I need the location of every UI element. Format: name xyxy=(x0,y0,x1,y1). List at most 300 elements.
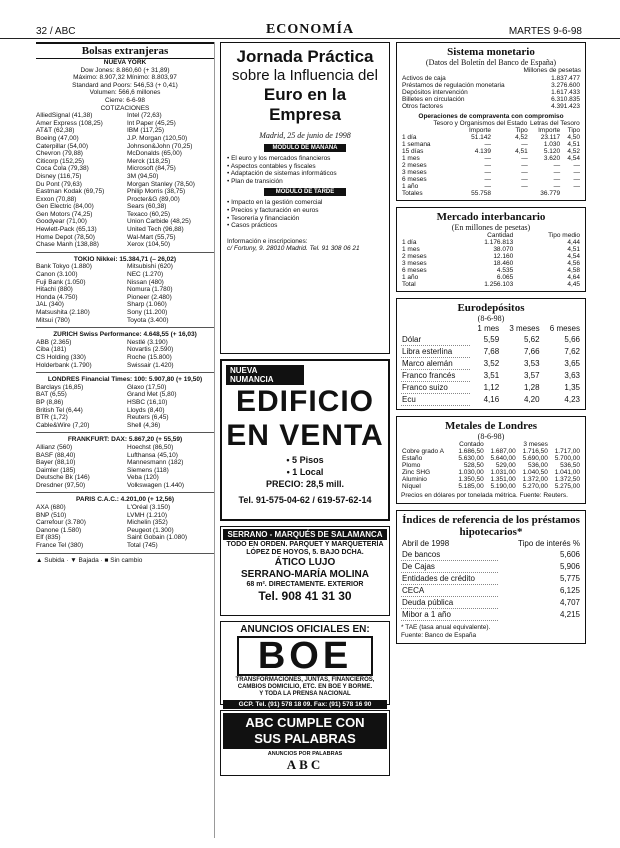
table-cell: 529,00 xyxy=(495,462,516,470)
ny-summary xyxy=(36,67,214,113)
table-cell: 4,45 xyxy=(567,281,580,289)
table-row xyxy=(401,560,581,572)
boe-line-1: TRANSFORMACIONES, JUNTAS, FINANCIEROS, xyxy=(235,677,375,683)
table-cell: 5,62 xyxy=(524,335,540,345)
table-cell: — xyxy=(521,162,528,170)
table-cell: Dólar xyxy=(401,334,470,346)
quote-item: IBM (117,25) xyxy=(127,127,165,135)
paris-heading: PARIS C.A.C.: 4.201,00 (+ 12,56) xyxy=(76,496,174,504)
table-cell: 6,125 xyxy=(559,585,580,595)
table-cell: 1.837.477 xyxy=(551,74,580,82)
table-cell: 1 año xyxy=(402,183,419,191)
quote-item: Home Depot (78,50) xyxy=(36,233,95,241)
abc-ad-headline xyxy=(223,713,387,749)
quote-item: BP (8,86) xyxy=(36,398,64,406)
table-cell: Níquel xyxy=(402,483,421,491)
issue-date: MARTES 9-6-98 xyxy=(508,26,582,37)
table-row xyxy=(401,608,581,620)
table-cell: 1,12 xyxy=(483,383,500,393)
jornada-contact: c/ Fortuny, 9. 28010 Madrid. Tel. 91 308 06 21 xyxy=(227,245,360,253)
metales-table xyxy=(401,441,581,490)
table-cell: 4,58 xyxy=(567,267,580,275)
ads-column xyxy=(220,42,390,838)
table-row xyxy=(401,162,581,169)
boe-line-3: Y TODA LA PRENSA NACIONAL xyxy=(259,691,351,697)
table-cell: 1.040,50 xyxy=(522,469,548,477)
table-cell: — xyxy=(484,183,492,191)
quote-item: HSBC (16,10) xyxy=(127,398,168,406)
table-row xyxy=(401,89,581,96)
table-cell: 1 día xyxy=(402,134,417,142)
zurich-heading: ZURICH Swiss Performance: 4.648,55 (+ 16,03) xyxy=(53,331,197,339)
table-cell: 1,28 xyxy=(524,383,540,393)
frankfurt-quotes xyxy=(36,444,214,490)
eurodepositos-table xyxy=(401,323,581,406)
quote-item: Int Paper (45,25) xyxy=(127,119,176,127)
table-cell: 5.270,00 xyxy=(522,483,548,491)
atico-phone: Tel. 908 41 31 30 xyxy=(258,589,352,603)
table-cell: 5.700,00 xyxy=(554,455,580,463)
table-cell: Aluminio xyxy=(402,476,427,484)
table-cell: 536,50 xyxy=(560,462,580,470)
table-cell: Deuda pública xyxy=(401,596,498,608)
table-cell: 4,20 xyxy=(524,395,540,405)
table-row xyxy=(401,190,581,197)
frankfurt-heading: FRANKFURT: DAX: 5.867,20 (+ 55,59) xyxy=(67,436,183,444)
section-title: ECONOMÍA xyxy=(265,22,355,37)
quote-item: Glaxo (17,50) xyxy=(127,383,167,391)
table-cell: Libra esterlina xyxy=(401,346,470,358)
sistema-unit: Millones de pesetas xyxy=(523,67,581,74)
table-row xyxy=(401,483,581,490)
table-row xyxy=(401,246,581,253)
table-cell: 7,62 xyxy=(564,347,580,357)
table-cell: 1,35 xyxy=(564,383,580,393)
column-header xyxy=(401,323,470,334)
quote-item: Grand Met (5,80) xyxy=(127,391,177,399)
table-row xyxy=(401,141,581,148)
quote-item: Nomura (1.780) xyxy=(127,286,173,294)
quote-item: Canon (3.100) xyxy=(36,271,78,279)
quote-item: J.P. Morgan (120,50) xyxy=(127,134,188,142)
quote-item: Disney (116,75) xyxy=(36,172,82,180)
table-cell: 528,50 xyxy=(463,462,484,470)
table-cell: 3,53 xyxy=(524,359,540,369)
quote-item: United Tech (96,88) xyxy=(127,226,184,234)
table-cell: 3.620 xyxy=(543,155,561,163)
table-cell: 3,65 xyxy=(564,359,580,369)
table-cell: 4,23 xyxy=(564,395,580,405)
table-cell: 4,54 xyxy=(567,155,580,163)
column-header xyxy=(549,441,581,448)
numancia-bullet-2: • 1 Local xyxy=(286,467,324,477)
table-cell: De Cajas xyxy=(401,560,498,572)
table-row xyxy=(401,469,581,476)
quote-item: Veba (120) xyxy=(127,474,159,482)
quote-item: BASF (88,40) xyxy=(36,451,76,459)
quote-item: Total (745) xyxy=(127,542,158,550)
quote-item: Fuji Bank (1.050) xyxy=(36,278,86,286)
table-cell: 7,66 xyxy=(524,347,540,357)
quote-item: Mitsui (780) xyxy=(36,316,70,324)
column-header: Tipo medio xyxy=(548,232,580,240)
abc-ad-line-2: SUS PALABRAS xyxy=(254,731,356,746)
abc-ad-logo: ABC xyxy=(286,757,324,772)
table-row xyxy=(401,75,581,82)
table-cell: — xyxy=(573,176,580,184)
quote-item: Matsushita (2.180) xyxy=(36,309,90,316)
table-cell: 1.030,00 xyxy=(458,469,484,477)
hipotecarios-table xyxy=(401,538,581,621)
quote-item: Michelin (352) xyxy=(127,519,168,527)
table-cell: 6.310.835 xyxy=(551,95,580,103)
bolsas-title: Bolsas extranjeras xyxy=(36,42,214,59)
table-cell: 18.460 xyxy=(493,260,514,268)
quote-item: Toyota (3.400) xyxy=(127,316,169,324)
module-item: • Adaptación de sistemas informáticos xyxy=(227,170,337,178)
numancia-line-2: EN VENTA xyxy=(226,419,384,452)
quote-item: AT&T (62,38) xyxy=(36,127,75,135)
table-row xyxy=(401,334,581,346)
ops-title: Operaciones de compraventa con compromiso xyxy=(418,112,564,120)
quote-item: Bayer (88,10) xyxy=(36,459,76,467)
column-header: Contado xyxy=(459,441,484,449)
ny-summary-line: Volumen: 566,6 millones xyxy=(89,89,161,97)
quote-item: BTR (1,72) xyxy=(36,414,68,422)
table-cell: Activos de caja xyxy=(402,74,446,82)
hipotecarios-title: Índices de referencia de los préstamos hipotecarios* xyxy=(402,513,580,538)
jornada-module-1: MÓDULO DE MAÑANA xyxy=(264,144,346,152)
table-cell: 3 meses xyxy=(402,169,427,177)
table-row xyxy=(401,382,581,394)
column-header xyxy=(401,232,453,239)
hipo-note-2: Fuente: Banco de España xyxy=(401,631,477,639)
table-cell: 4,51 xyxy=(515,148,528,156)
quote-item: Chase Manh (138,88) xyxy=(36,241,99,249)
table-cell: 3,63 xyxy=(564,371,580,381)
table-cell: 2 meses xyxy=(402,162,427,170)
table-cell: — xyxy=(521,176,528,184)
table-row xyxy=(401,455,581,462)
ny-summary-line: COTIZACIONES xyxy=(100,104,150,112)
quote-item: Mannesmann (182) xyxy=(127,459,184,467)
quote-item: AXA (680) xyxy=(36,504,66,512)
module-item: • Aspectos contables y fiscales xyxy=(227,162,316,170)
quote-item: Morgan Stanley (78,50) xyxy=(127,180,195,188)
quote-item: BNP (510) xyxy=(36,511,67,519)
quote-item: L'Oréal (3.150) xyxy=(127,504,171,512)
quote-item: Gen Motors (74,25) xyxy=(36,210,93,218)
table-cell: 4,52 xyxy=(515,134,528,142)
quote-item: Merck (118,25) xyxy=(127,157,171,165)
boe-phone: GCP. Tel. (91) 578 18 09. Fax: (91) 578 16 90 xyxy=(223,700,387,709)
londres-quotes xyxy=(36,384,214,430)
module-item: • El euro y los mercados financieros xyxy=(227,155,331,162)
table-cell: 5,606 xyxy=(559,550,580,560)
table-cell: CECA xyxy=(401,584,498,596)
table-cell: Franco francés xyxy=(401,370,470,382)
column-header: 1 mes xyxy=(477,324,500,334)
ny-summary-line: Máximo: 8.907,32 Mínimo: 8.803,97 xyxy=(73,74,177,82)
boe-title: ANUNCIOS OFICIALES EN: xyxy=(240,624,370,635)
table-row xyxy=(401,134,581,141)
module-item: • Impacto en la gestión comercial xyxy=(227,199,323,207)
hipotecarios-box xyxy=(396,510,586,644)
table-cell: 4,54 xyxy=(567,253,580,261)
table-cell: 3,57 xyxy=(524,371,540,381)
quote-item: Hoechst (86,50) xyxy=(127,443,174,451)
table-row xyxy=(401,274,581,281)
atico-top: SERRANO - MARQUÉS DE SALAMANCA xyxy=(223,529,387,540)
abc-ad-small: ANUNCIOS POR PALABRAS xyxy=(267,751,343,757)
table-cell: Marco alemán xyxy=(401,358,470,370)
table-cell: 36.779 xyxy=(540,190,561,198)
table-cell: — xyxy=(573,162,580,170)
table-cell: 7,68 xyxy=(483,347,500,357)
table-cell: Zinc SHG xyxy=(402,469,431,477)
londres-heading: LONDRES Financial Times: 100: 5.907,80 (+ 19,50) xyxy=(47,376,203,384)
table-cell: 3,51 xyxy=(483,371,500,381)
table-cell: 1.041,00 xyxy=(554,469,580,477)
quote-item: Johnson&John (70,25) xyxy=(127,142,193,150)
atico-line-5: 68 m². DIRECTAMENTE. EXTERIOR xyxy=(246,581,364,588)
interbancario-table xyxy=(401,232,581,288)
quote-item: Swissair (1.420) xyxy=(127,361,174,369)
table-row xyxy=(401,358,581,370)
quote-item: Union Carbide (48,25) xyxy=(127,218,191,226)
quote-item: Sharp (1.060) xyxy=(127,301,167,309)
table-cell: Cobre grado A xyxy=(402,448,444,456)
numancia-ad xyxy=(220,359,390,521)
table-row xyxy=(401,148,581,155)
table-cell: 15 días xyxy=(402,148,424,156)
table-cell: — xyxy=(573,183,580,191)
table-row xyxy=(401,394,581,406)
table-row xyxy=(401,176,581,183)
column-header: Importe xyxy=(538,127,561,135)
table-cell: — xyxy=(521,155,528,163)
quote-item: Nissan (480) xyxy=(127,278,164,286)
table-cell: 5,59 xyxy=(483,335,500,345)
quote-item: Honda (4.750) xyxy=(36,293,78,301)
quote-item: Coca Cola (79,38) xyxy=(36,165,89,173)
bolsas-column xyxy=(36,42,215,838)
quote-item: Hewlett-Pack (65,13) xyxy=(36,226,97,234)
table-cell: 1.717,00 xyxy=(554,448,580,456)
table-cell: 4,44 xyxy=(567,239,580,247)
table-cell: 1.030 xyxy=(543,141,561,149)
table-cell: Franco suizo xyxy=(401,382,470,394)
quote-item: Allianz (560) xyxy=(36,443,73,451)
table-row xyxy=(401,239,581,246)
atico-line-1: TODO EN ORDEN. PARQUET Y MARQUETERÍA xyxy=(226,541,384,548)
table-cell xyxy=(561,190,581,197)
module-item: • Casos prácticos xyxy=(227,222,278,230)
zurich-quotes xyxy=(36,339,214,369)
column-header: Tipo xyxy=(515,127,528,135)
table-row xyxy=(401,346,581,358)
table-row xyxy=(401,476,581,483)
quote-item: Cable&Wire (7,20) xyxy=(36,421,90,429)
tokio-quotes xyxy=(36,263,214,324)
table-cell: 6 meses xyxy=(402,267,427,275)
table-cell xyxy=(492,190,529,197)
table-cell: — xyxy=(521,169,528,177)
table-cell: 3 meses xyxy=(402,260,427,268)
table-cell: 4.391.423 xyxy=(551,102,580,110)
quote-item: Philip Morris (38,75) xyxy=(127,188,186,196)
table-cell: 1.686,50 xyxy=(458,448,484,456)
quote-item: Boeing (47,00) xyxy=(36,134,79,142)
interbancario-title: Mercado interbancario xyxy=(436,211,546,224)
jornada-date: Madrid, 25 de junio de 1998 xyxy=(259,131,351,140)
metales-note: Precios en dólares por tonelada métrica. Fuente: Reuters. xyxy=(401,492,568,500)
quote-item: Siemens (118) xyxy=(127,466,169,474)
quote-item: Gen Electric (84,00) xyxy=(36,203,94,211)
jornada-module-2: MÓDULO DE TARDE xyxy=(264,188,346,196)
table-cell: 5,906 xyxy=(559,561,580,571)
table-cell: — xyxy=(553,183,561,191)
table-cell: 5.185,00 xyxy=(458,483,484,491)
table-cell: 1 mes xyxy=(402,246,420,254)
table-row xyxy=(401,549,581,561)
table-cell: 4,16 xyxy=(483,395,500,405)
sistema-subtitle: (Datos del Boletín del Banco de España) xyxy=(425,58,557,67)
table-row xyxy=(401,103,581,110)
quote-item: Chevron (79,88) xyxy=(36,150,83,158)
module-item: • Tesorería y financiación xyxy=(227,214,300,222)
quote-item: Danone (1.580) xyxy=(36,526,82,534)
ops-group-2: Letras del Tesoro xyxy=(529,120,580,128)
table-row xyxy=(401,96,581,103)
quote-item: JAL (340) xyxy=(36,301,64,309)
quote-item: Mitsubishi (620) xyxy=(127,263,173,271)
quote-item: Microsoft (84,75) xyxy=(127,165,176,173)
ny-quotes xyxy=(36,112,214,249)
table-row xyxy=(401,169,581,176)
table-cell: Otros factores xyxy=(402,102,443,110)
table-cell: 3.276.600 xyxy=(551,81,580,89)
table-cell: — xyxy=(553,162,561,170)
table-cell: 3,52 xyxy=(483,359,500,369)
table-cell: 1 mes xyxy=(402,155,420,163)
ny-heading: NUEVA YORK xyxy=(103,59,147,66)
quote-item: Wal-Mart (55,75) xyxy=(127,233,176,241)
module-item: • Precios y facturación en euros xyxy=(227,206,319,214)
table-cell: Préstamos de regulación monetaria xyxy=(402,81,505,89)
table-cell: Depósitos intervención xyxy=(402,88,468,96)
quote-item: Exxon (70,88) xyxy=(36,195,77,203)
table-cell: Ecu xyxy=(401,394,470,406)
atico-line-3: ÁTICO LUJO xyxy=(274,557,336,568)
table-row xyxy=(401,183,581,190)
quote-item: McDonalds (65,00) xyxy=(127,150,182,158)
ny-summary-line: Cierre: 6-6-98 xyxy=(104,96,146,104)
quote-item: Daimler (185) xyxy=(36,466,76,474)
ny-summary-line: Standard and Poors: 546,53 (+ 0,41) xyxy=(72,81,178,89)
quote-item: 3M (94,50) xyxy=(127,172,159,180)
table-cell: — xyxy=(484,169,492,177)
page-number: 32 / ABC xyxy=(36,26,76,37)
table-row xyxy=(401,462,581,469)
quote-item: Bank Tokyo (1.880) xyxy=(36,263,92,271)
table-cell: Estaño xyxy=(402,455,423,463)
jornada-ad xyxy=(220,42,390,354)
quote-item: Citicorp (152,25) xyxy=(36,157,85,165)
table-cell: 1.372,00 xyxy=(522,476,548,484)
numancia-phone: Tel. 91-575-04-62 / 619-57-62-14 xyxy=(238,495,372,505)
hipo-col-1: Abril de 1998 xyxy=(402,538,450,548)
quote-item: Dresdner (97,50) xyxy=(36,481,86,489)
table-cell: 1.256.103 xyxy=(484,281,514,289)
abc-ad-line-1: ABC CUMPLE CON xyxy=(245,715,365,730)
table-cell: 5.120 xyxy=(543,148,561,156)
quote-item: Sony (11.200) xyxy=(127,309,168,316)
table-cell: 4,707 xyxy=(559,597,580,607)
table-cell: — xyxy=(484,162,492,170)
table-cell: 4.535 xyxy=(496,267,514,275)
page-header xyxy=(0,0,620,39)
table-cell: 5.630,00 xyxy=(458,455,484,463)
quote-item: Lloyds (8,40) xyxy=(127,406,165,414)
quote-item: Amer Express (108,25) xyxy=(36,119,103,127)
quote-item: Hitachi (880) xyxy=(36,286,73,294)
jornada-title-1: Jornada Práctica xyxy=(236,47,374,66)
quote-item: Caterpillar (54,00) xyxy=(36,142,89,150)
numancia-tag: NUEVA NUMANCIA xyxy=(226,365,304,385)
column-header: 3 meses xyxy=(509,324,540,334)
quote-item: NEC (1.270) xyxy=(127,271,164,279)
hipo-col-2: Tipo de interés % xyxy=(518,538,580,548)
bolsas-legend: ▲ Subida · ▼ Bajada · ■ Sin cambio xyxy=(36,556,143,564)
table-cell: — xyxy=(484,155,492,163)
table-cell: Totales xyxy=(402,190,423,198)
column-header: Importe xyxy=(468,127,492,135)
table-cell: 1.617.433 xyxy=(551,88,580,96)
table-cell: 1 año xyxy=(402,274,419,282)
atico-line-4: SERRANO-MARÍA MOLINA xyxy=(241,569,369,580)
table-cell: 1.716,50 xyxy=(522,448,548,456)
sistema-monetario-box xyxy=(396,42,586,201)
quote-item: Elf (835) xyxy=(36,534,61,542)
ops-table xyxy=(401,120,581,197)
table-cell: 1.176.813 xyxy=(484,239,514,247)
interbancario-subtitle: (En millones de pesetas) xyxy=(451,223,531,233)
column-header xyxy=(485,441,517,448)
quote-item: Procter&G (89,00) xyxy=(127,195,180,203)
column-header: 3 meses xyxy=(523,441,548,449)
abc-ad xyxy=(220,710,390,776)
table-cell: 1.687,00 xyxy=(490,448,516,456)
table-cell: Total xyxy=(402,281,416,289)
numancia-line-1: EDIFICIO xyxy=(235,385,374,418)
table-cell: 5.190,00 xyxy=(490,483,516,491)
table-cell: 4.139 xyxy=(474,148,492,156)
ny-summary-line: Dow Jones: 8.860,60 (+ 31,89) xyxy=(80,66,170,74)
table-cell: 1.372,50 xyxy=(554,476,580,484)
metales-title: Metales de Londres xyxy=(444,420,538,433)
table-cell: — xyxy=(484,141,492,149)
atico-ad xyxy=(220,526,390,616)
quote-item: Lufthansa (45,10) xyxy=(127,451,178,459)
table-row xyxy=(401,370,581,382)
quote-item: Volkswagen (1.440) xyxy=(127,481,185,489)
table-row xyxy=(401,260,581,267)
table-cell: 5,66 xyxy=(564,335,580,345)
quote-item: ABB (2.365) xyxy=(36,338,72,346)
table-cell: 5.640,00 xyxy=(490,455,516,463)
quote-item: Eastman Kodak (69,75) xyxy=(36,188,105,196)
